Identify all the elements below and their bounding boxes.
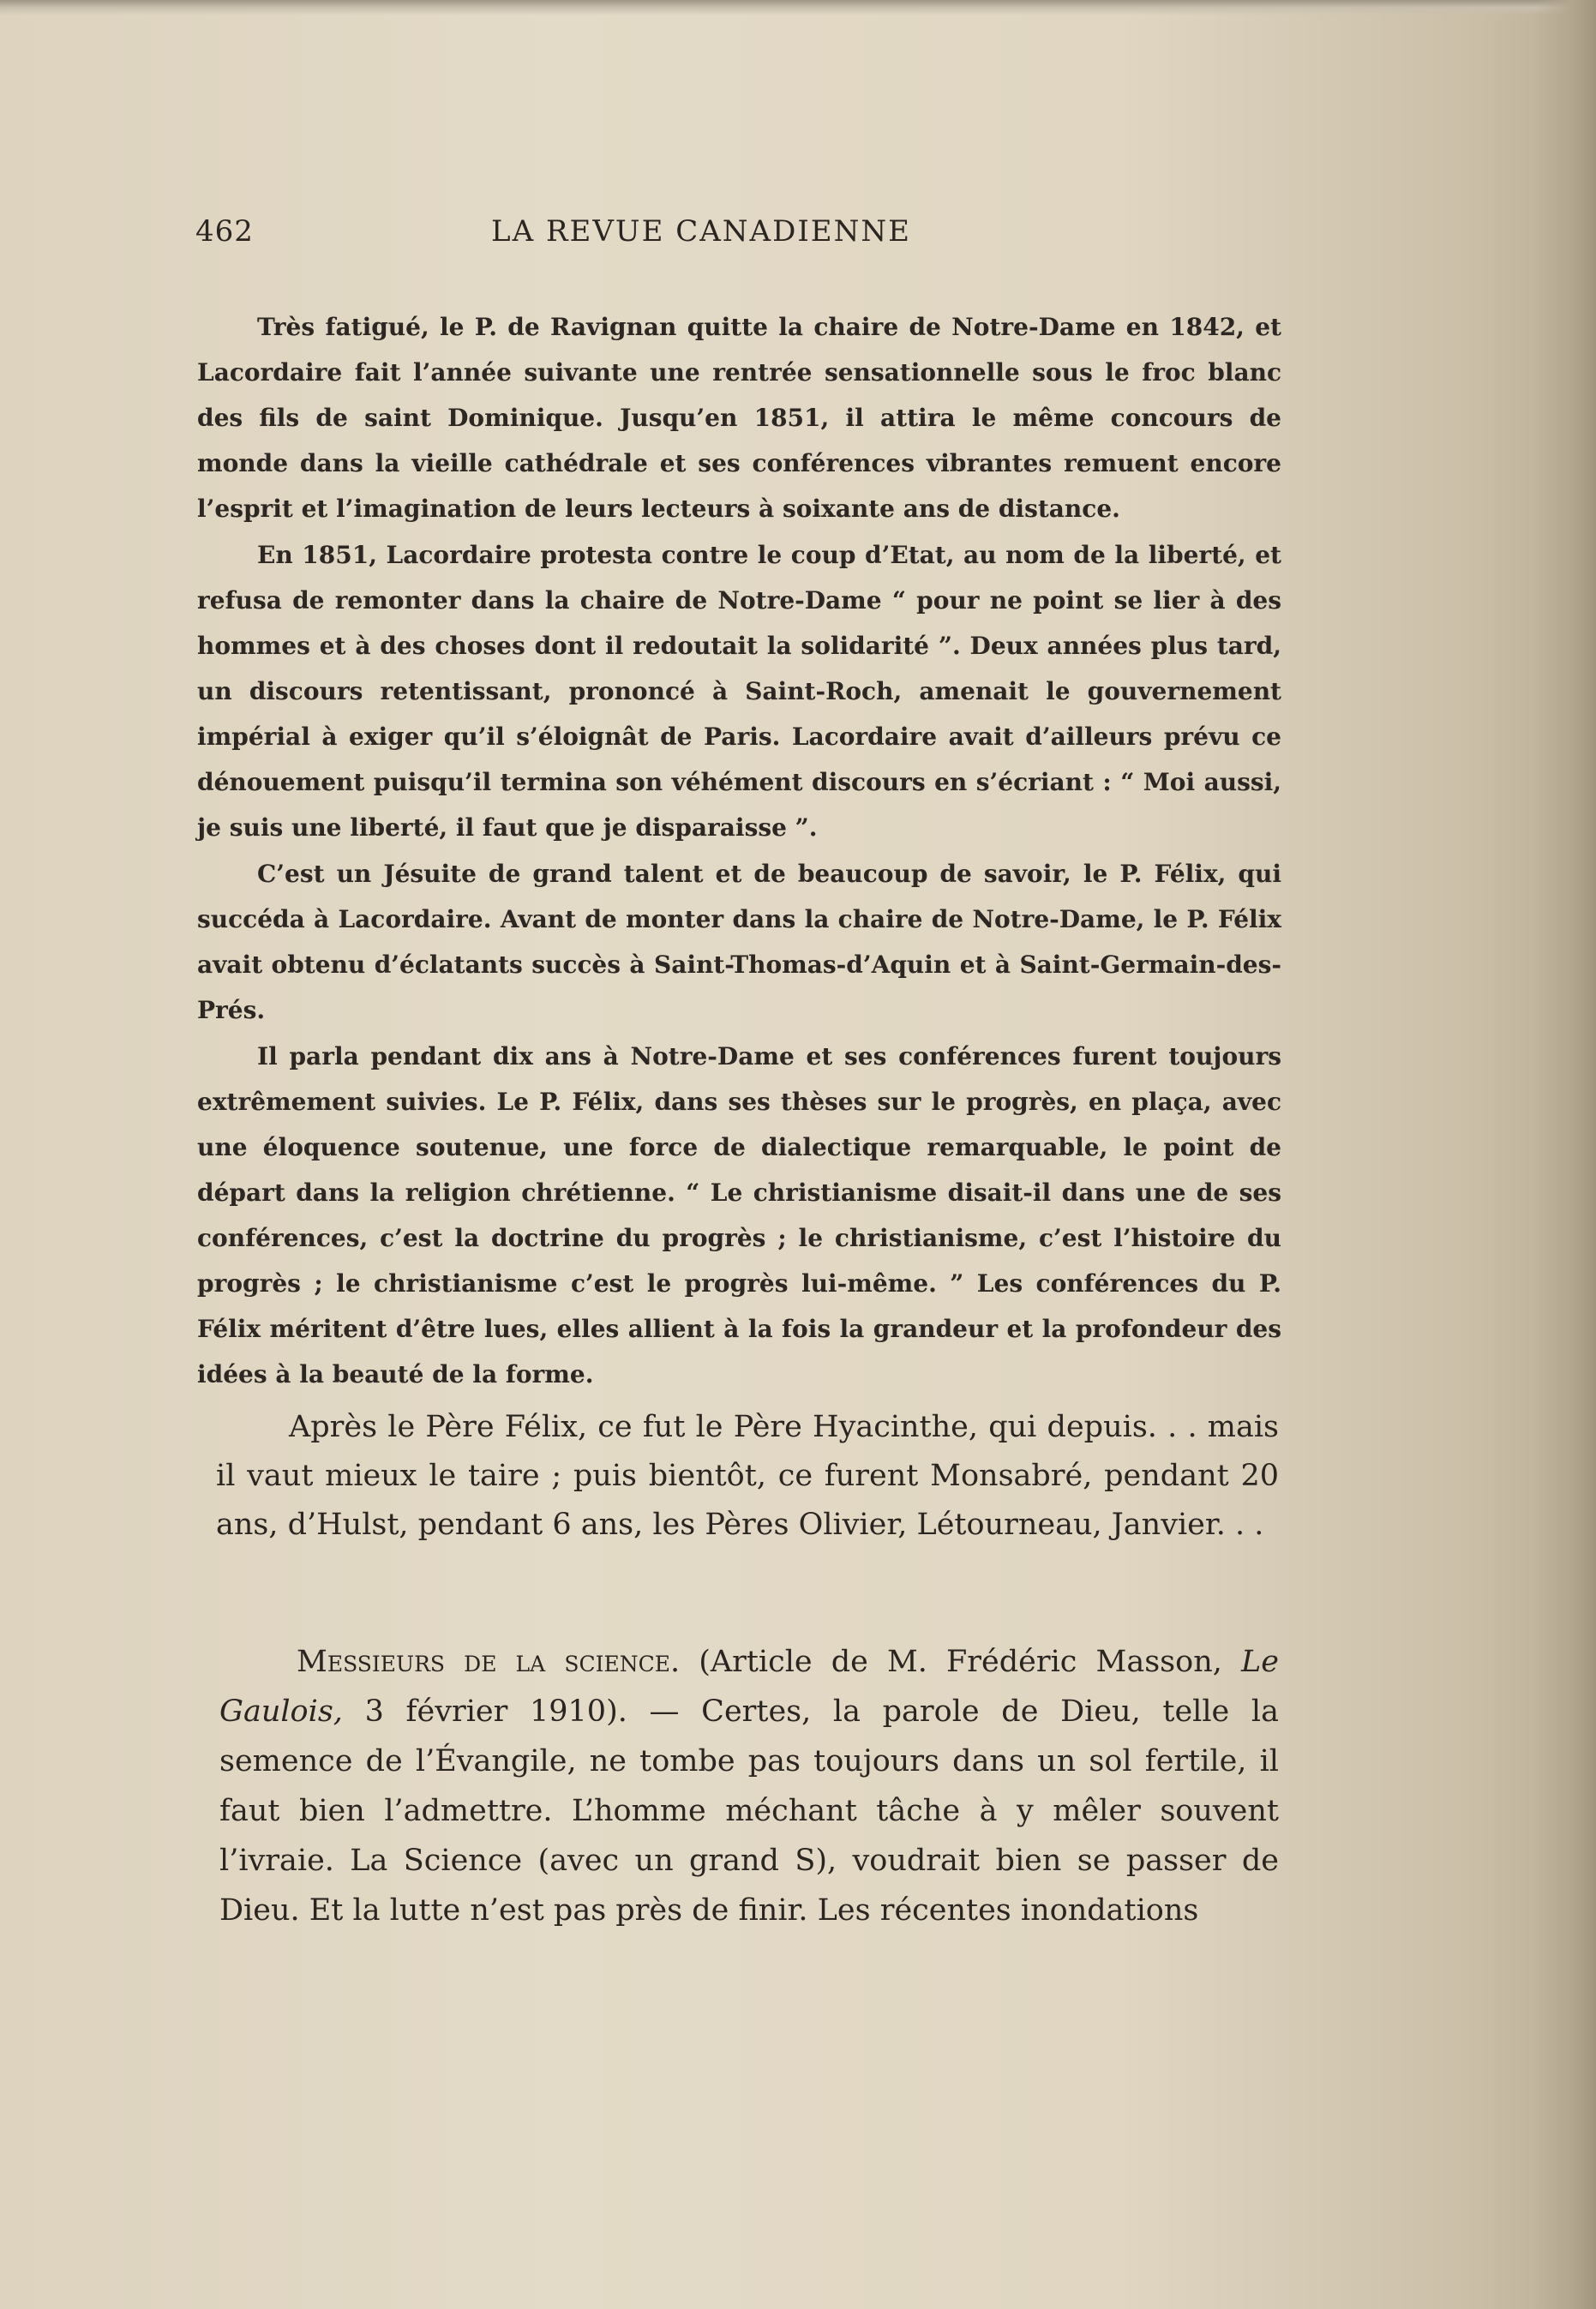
paragraph-successors: Après le Père Félix, ce fut le Père Hyacinthe, qui depuis. . . mais il vaut mieux le taire ; puis bientôt, ce furent Monsabré, pendant 20 ans, d’Hulst, pendant 6 ans, les Pères Olivier, Létourneau, Janvier. . .: [216, 1410, 1279, 1542]
paragraph-coup-d-etat: En 1851, Lacordaire protesta contre le coup d’Etat, au nom de la liberté, et refusa de remonter dans la chaire de Notre-Dame “ pour ne point se lier à des hommes et à des choses dont il redoutait la solidarité ”. Deux années plus tard, un discours retentissant, prononcé à Saint-Roch, amenait le gouvernement impérial à exiger qu’il s’éloignât de Paris. Lacordaire avait d’ailleurs prévu ce dénouement puisqu’il termina son véhément discours en s’écriant : “ Moi aussi, je suis une liberté, il faut que je disparaisse ”.: [197, 541, 1281, 842]
section-heading: Messieurs de la science.: [297, 1645, 681, 1679]
running-title: LA REVUE CANADIENNE: [491, 214, 911, 249]
paragraph-ravignan-lacordaire: Très fatigué, le P. de Ravignan quitte la chaire de Notre-Dame en 1842, et Lacordaire fait l’année suivante une rentrée sensationnelle sous le froc blanc des fils de saint Dominique. Jusqu’en 1851, il attira le même concours de monde dans la vieille cathédrale et ses conférences vibrantes remuent encore l’esprit et l’imagination de leurs lecteurs à soixante ans de distance.: [197, 313, 1281, 523]
large-print-section-1: [216, 1403, 1279, 1550]
newspaper-title: Le Gaulois,: [219, 1645, 1279, 1729]
article-intro: (Article de M. Frédéric Masson,: [699, 1645, 1222, 1679]
paragraph-pere-felix: C’est un Jésuite de grand talent et de beaucoup de savoir, le P. Félix, qui succéda à Lacordaire. Avant de monter dans la chaire de Notre-Dame, le P. Félix avait obtenu d’éclatants succès à Saint-Thomas-d’Aquin et à Saint-Germain-des-Prés.: [197, 860, 1281, 1024]
page-spine-shadow: [1536, 0, 1596, 2309]
paragraph-felix-conferences: Il parla pendant dix ans à Notre-Dame et ses conférences furent toujours extrêmement suivies. Le P. Félix, dans ses thèses sur le progrès, en plaça, avec une éloquence soutenue, une force de dialectique remarquable, le point de départ dans la religion chrétienne. “ Le christianisme disait-il dans une de ses conférences, c’est la doctrine du progrès ; le christianisme, c’est l’histoire du progrès ; le christianisme c’est le progrès lui-même. ” Les conférences du P. Félix méritent d’être lues, elles allient à la fois la grandeur et la profondeur des idées à la beauté de la forme.: [197, 1042, 1281, 1388]
running-header: [195, 214, 1284, 257]
page-number: 462: [195, 214, 254, 249]
page-top-edge: [0, 0, 1596, 15]
small-print-section: [197, 304, 1281, 1397]
paragraph-messieurs-de-la-science: [219, 1637, 1279, 1935]
article-text: 3 février 1910). — Certes, la parole de Dieu, telle la semence de l’Évangile, ne tombe pas toujours dans un sol fertile, il faut bien l’admettre. L’homme méchant tâche à y mêler souvent l’ivraie. La Science (avec un grand S), voudrait bien se passer de Dieu. Et la lutte n’est pas près de finir. Les récentes inondations: [219, 1694, 1279, 1928]
large-print-section-2: [219, 1637, 1279, 1935]
